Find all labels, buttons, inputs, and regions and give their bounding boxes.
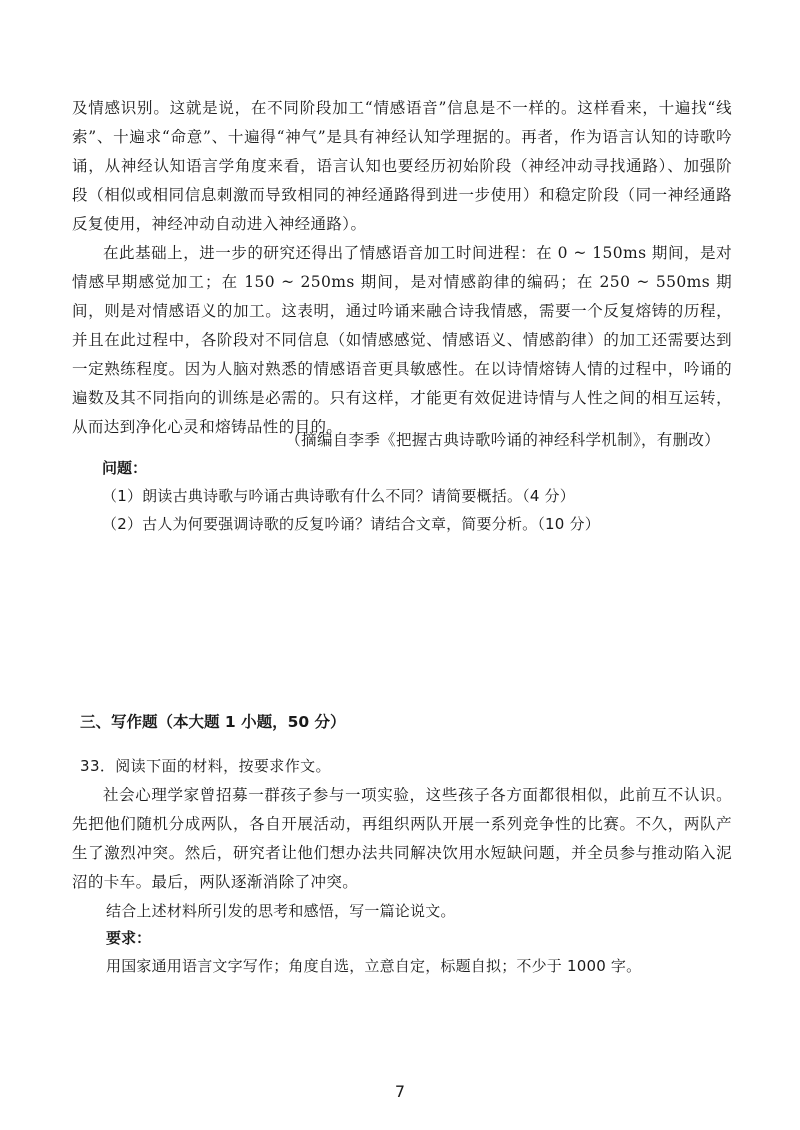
passage-source: （摘编自李季《把握古典诗歌吟诵的神经科学机制》，有删改） (285, 431, 720, 449)
section-3-heading: 三、写作题（本大题 1 小题，50 分） (80, 713, 346, 731)
question-2: （2）古人为何要强调诗歌的反复吟诵？请结合文章，简要分析。（10 分） (102, 515, 600, 533)
writing-prompt: 结合上述材料所引发的思考和感悟，写一篇论说文。 (106, 902, 456, 920)
writing-material: 社会心理学家曾招募一群孩子参与一项实验，这些孩子各方面都很相似，此前互不认识。先把他们随机分成两队，各自开展活动，再组织两队开展一系列竞争性的比赛。不久，两队产生了激烈冲突。然后，研究者让他们想办法共同解决饮用水短缺问题，并全员参与推动陷入泥沼的卡车。最后，两队逐渐消除了冲突。 (72, 786, 732, 891)
writing-question (72, 752, 732, 980)
question-33-intro: 33．阅读下面的材料，按要求作文。 (80, 757, 331, 775)
page-number: 7 (394, 1082, 406, 1101)
passage-paragraph-2: 在此基础上，进一步的研究还得出了情感语音加工时间进程：在 0 ~ 150ms 期间，是对情感早期感觉加工；在 150 ~ 250ms 期间，是对情感韵律的编码；在 250 ~ 550ms 期间，则是对情感语义的加工。这表明，通过吟诵来融合诗我情感，需要一个反复熔铸的历程，并且在此过程中，各阶段对不同信息（如情感感觉、情感语义、情感韵律）的加工还需要达到一定熟练程度。因为人脑对熟悉的情感语音更具敏感性。在以诗情熔铸人情的过程中，吟诵的遍数及其不同指向的训练是必需的。只有这样，才能更有效促进诗情与人性之间的相互运转，从而达到净化心灵和熔铸品性的目的。 (72, 244, 732, 436)
questions-block (102, 455, 722, 538)
requirements-label: 要求： (106, 929, 152, 947)
question-1: （1）朗读古典诗歌与吟诵古典诗歌有什么不同？请简要概括。（4 分） (102, 487, 575, 505)
requirements-text: 用国家通用语言文字写作；角度自选，立意自定，标题自拟；不少于 1000 字。 (106, 957, 642, 975)
passage-paragraph-1: 及情感识别。这就是说，在不同阶段加工“情感语音”信息是不一样的。这样看来，十遍找“线索”、十遍求“命意”、十遍得“神气”是具有神经认知学理据的。再者，作为语言认知的诗歌吟诵，从神经认知语言学角度来看，语言认知也要经历初始阶段（神经冲动寻找通路）、加强阶段（相似或相同信息刺激而导致相同的神经通路得到进一步使用）和稳定阶段（同一神经通路反复使用，神经冲动自动进入神经通路）。 (72, 99, 732, 233)
questions-label: 问题： (102, 459, 148, 477)
passage-continued (72, 94, 732, 442)
